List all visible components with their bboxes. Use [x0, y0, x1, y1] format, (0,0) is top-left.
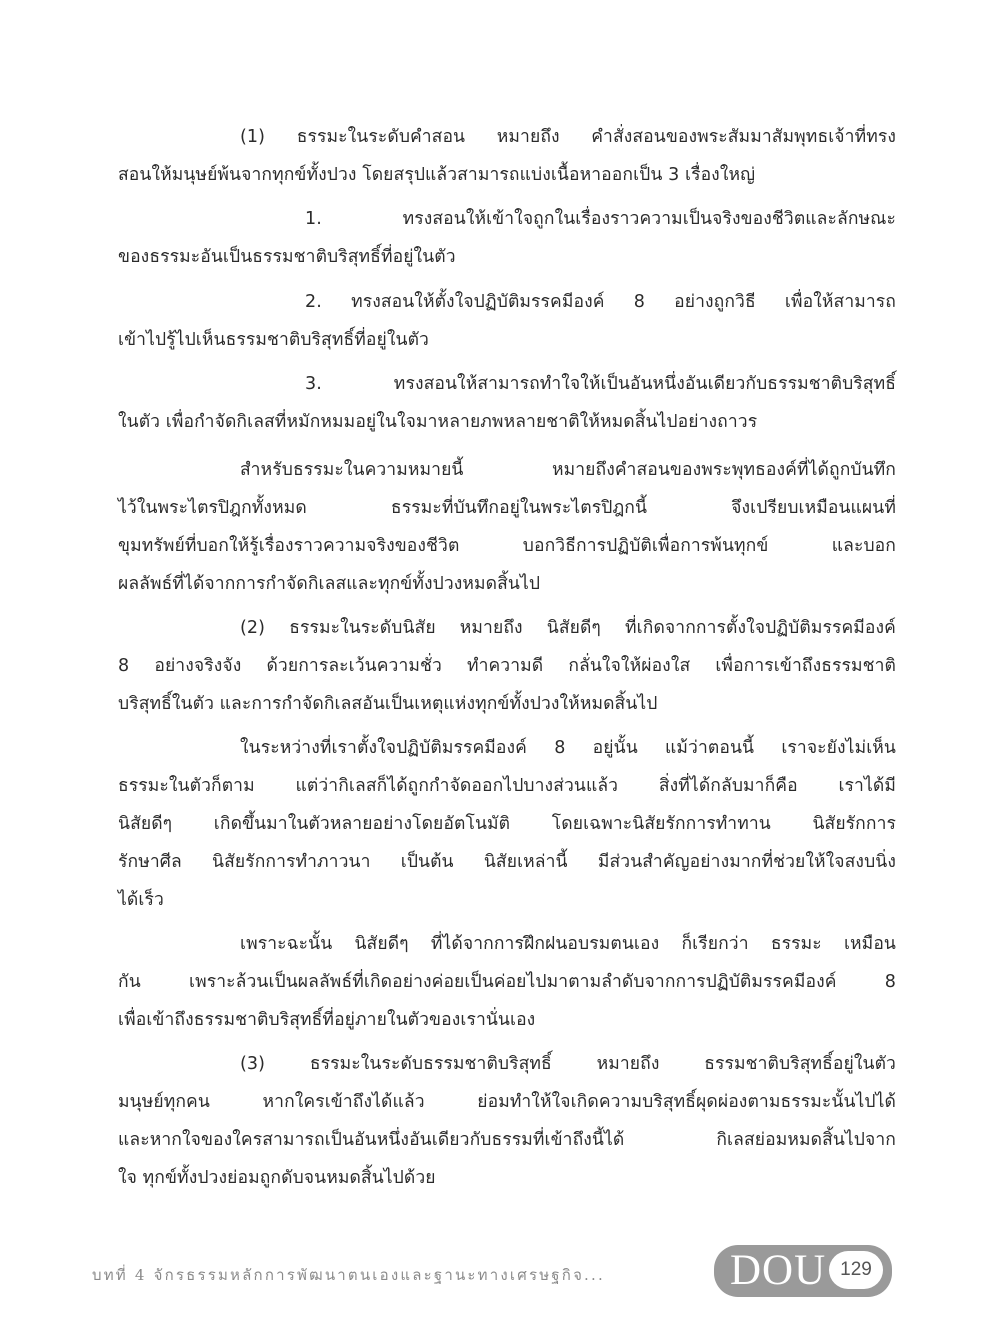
paragraph-3-line-3: บริสุทธิ์ในตัว และการกำจัดกิเลสอันเป็นเหตุแห่งทุกข์ทั้งปวงให้หมดสิ้นไป — [118, 694, 658, 714]
paragraph-4-line-3: นิสัยดีๆ เกิดขึ้นมาในตัวหลายอย่างโดยอัตโนมัติ โดยเฉพาะนิสัยรักการทำทาน นิสัยรักการ — [118, 814, 896, 834]
paragraph-2-line-3: ขุมทรัพย์ที่บอกให้รู้เรื่องราวความจริงของชีวิต บอกวิธีการปฏิบัติเพื่อการพ้นทุกข์ และบอก — [118, 536, 896, 556]
paragraph-6-line-1: (3) ธรรมะในระดับธรรมชาติบริสุทธิ์ หมายถึง ธรรมชาติบริสุทธิ์อยู่ในตัว — [240, 1054, 896, 1074]
paragraph-4-line-1: ในระหว่างที่เราตั้งใจปฏิบัติมรรคมีองค์ 8 อยู่นั้น แม้ว่าตอนนี้ เราจะยังไม่เห็น — [240, 738, 896, 758]
paragraph-2-line-4: ผลลัพธ์ที่ได้จากการกำจัดกิเลสและทุกข์ทั้งปวงหมดสิ้นไป — [118, 574, 541, 594]
list-item-3-line-1: 3. ทรงสอนให้สามารถทำใจให้เป็นอันหนึ่งอันเดียวกับธรรมชาติบริสุทธิ์ — [305, 374, 896, 394]
list-item-3-line-2: ในตัว เพื่อกำจัดกิเลสที่หมักหมมอยู่ในใจมาหลายภพหลายชาติให้หมดสิ้นไปอย่างถาวร — [118, 412, 758, 432]
paragraph-1-line-1: (1) ธรรมะในระดับคำสอน หมายถึง คำสั่งสอนของพระสัมมาสัมพุทธเจ้าที่ทรง — [240, 127, 896, 147]
paragraph-4-line-5: ได้เร็ว — [118, 890, 164, 910]
paragraph-3-line-1: (2) ธรรมะในระดับนิสัย หมายถึง นิสัยดีๆ ที่เกิดจากการตั้งใจปฏิบัติมรรคมีองค์ — [240, 618, 896, 638]
paragraph-5-line-2: กัน เพราะล้วนเป็นผลลัพธ์ที่เกิดอย่างค่อยเป็นค่อยไปมาตามลำดับจากการปฏิบัติมรรคมีองค์ 8 — [118, 972, 896, 992]
paragraph-4-line-2: ธรรมะในตัวก็ตาม แต่ว่ากิเลสก็ได้ถูกกำจัดออกไปบางส่วนแล้ว สิ่งที่ได้กลับมาก็คือ เราได้มี — [118, 776, 896, 796]
paragraph-5-line-3: เพื่อเข้าถึงธรรมชาติบริสุทธิ์ที่อยู่ภายในตัวของเรานั่นเอง — [118, 1010, 536, 1030]
list-item-1-line-2: ของธรรมะอันเป็นธรรมชาติบริสุทธิ์ที่อยู่ในตัว — [118, 247, 456, 267]
paragraph-3-line-2: 8 อย่างจริงจัง ด้วยการละเว้นความชั่ว ทำความดี กลั่นใจให้ผ่องใส เพื่อการเข้าถึงธรรมชาติ — [118, 656, 896, 676]
page-number: 129 — [829, 1251, 883, 1289]
footer-chapter-title: บทที่ 4 จักรธรรมหลักการพัฒนาตนเองและฐานะทางเศรษฐกิจ... — [92, 1266, 605, 1284]
list-item-1-line-1: 1. ทรงสอนให้เข้าใจถูกในเรื่องราวความเป็นจริงของชีวิตและลักษณะ — [305, 209, 896, 229]
paragraph-2-line-2: ไว้ในพระไตรปิฎกทั้งหมด ธรรมะที่บันทึกอยู่ในพระไตรปิฎกนี้ จึงเปรียบเหมือนแผนที่ — [118, 498, 896, 518]
paragraph-6-line-2: มนุษย์ทุกคน หากใครเข้าถึงได้แล้ว ย่อมทำให้ใจเกิดความบริสุทธิ์ผุดผ่องตามธรรมะนั้นไปได้ — [118, 1092, 896, 1112]
paragraph-1-line-2: สอนให้มนุษย์พ้นจากทุกข์ทั้งปวง โดยสรุปแล้วสามารถแบ่งเนื้อหาออกเป็น 3 เรื่องใหญ่ — [118, 165, 756, 185]
list-item-2-line-1: 2. ทรงสอนให้ตั้งใจปฏิบัติมรรคมีองค์ 8 อย่างถูกวิธี เพื่อให้สามารถ — [305, 292, 896, 312]
paragraph-6-line-4: ใจ ทุกข์ทั้งปวงย่อมถูกดับจนหมดสิ้นไปด้วย — [118, 1168, 436, 1188]
paragraph-5-line-1: เพราะฉะนั้น นิสัยดีๆ ที่ได้จากการฝึกฝนอบรมตนเอง ก็เรียกว่า ธรรมะ เหมือน — [240, 934, 896, 954]
paragraph-2-line-1: สำหรับธรรมะในความหมายนี้ หมายถึงคำสอนของพระพุทธองค์ที่ได้ถูกบันทึก — [240, 460, 896, 480]
list-item-2-line-2: เข้าไปรู้ไปเห็นธรรมชาติบริสุทธิ์ที่อยู่ในตัว — [118, 330, 429, 350]
dou-logo: DOU — [730, 1247, 827, 1294]
paragraph-4-line-4: รักษาศีล นิสัยรักการทำภาวนา เป็นต้น นิสัยเหล่านี้ มีส่วนสำคัญอย่างมากที่ช่วยให้ใจสงบนิ่ง — [118, 852, 896, 872]
paragraph-6-line-3: และหากใจของใครสามารถเป็นอันหนึ่งอันเดียวกับธรรมที่เข้าถึงนี้ได้ กิเลสย่อมหมดสิ้นไปจาก — [118, 1130, 896, 1150]
